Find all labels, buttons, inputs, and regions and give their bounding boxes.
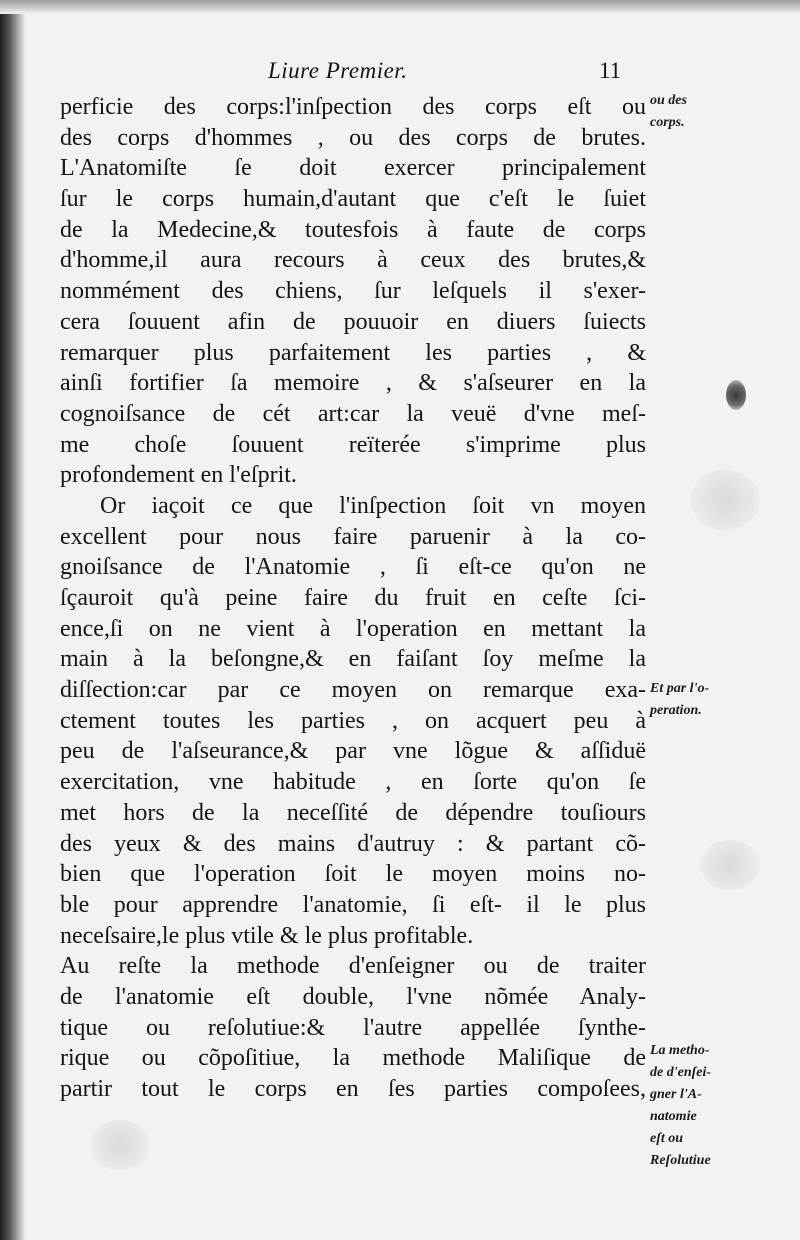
top-edge-shadow xyxy=(0,0,800,14)
margin-note-line: gner l'A- xyxy=(650,1087,702,1102)
text-line: perficie des corps:l'inſpection des corps eſt ou xyxy=(60,94,646,120)
text-line: ctement toutes les parties , on acquert peu à xyxy=(60,707,646,734)
text-line: des yeux & des mains d'autruy : & partant cõ- xyxy=(60,830,646,857)
paper-stain xyxy=(690,470,760,530)
text-line: des corps d'hommes , ou des corps de brutes. xyxy=(60,124,646,151)
running-title: Liure Premier. xyxy=(268,58,408,83)
text-line: ainſi fortifier ſa memoire , & s'aſseurer en la xyxy=(60,370,646,397)
margin-note-methode xyxy=(650,1040,800,1172)
binding-shadow xyxy=(0,0,26,1240)
text-line: me choſe ſouuent reïterée s'imprime plus xyxy=(60,431,646,458)
margin-note-line: Reſolutiue xyxy=(650,1153,711,1168)
main-text xyxy=(60,92,646,1105)
text-line: rique ou cõpoſitiue, la methode Maliſique de xyxy=(60,1045,646,1072)
margin-note-line: natomie xyxy=(650,1109,697,1124)
margin-note-line: corps. xyxy=(650,115,685,130)
text-line: met hors de la neceſſité de dépendre touſiours xyxy=(60,799,646,826)
text-line: main à la beſongne,& en faiſant ſoy meſme la xyxy=(60,646,646,673)
text-line: L'Anatomiſte ſe doit exercer principalement xyxy=(60,155,646,182)
text-line: ſur le corps humain,d'autant que c'eſt le ſuiet xyxy=(60,186,646,213)
text-line: de l'anatomie eſt double, l'vne nõmée Analy- xyxy=(60,983,646,1010)
margin-note-line: eſt ou xyxy=(650,1131,684,1146)
margin-note-line: La metho- xyxy=(650,1043,710,1058)
text-line: tique ou reſolutiue:& l'autre appellée ſynthe- xyxy=(60,1014,646,1041)
margin-note-line: ou des xyxy=(650,93,687,108)
text-line: cognoiſsance de cét art:car la veuë d'vne meſ- xyxy=(60,400,646,427)
text-line: gnoiſsance de l'Anatomie , ſi eſt-ce qu'on ne xyxy=(60,554,646,581)
text-line: de la Medecine,& toutesfois à faute de corps xyxy=(60,216,646,243)
margin-note-line: peration. xyxy=(650,703,702,718)
text-line: exercitation, vne habitude , en ſorte qu'on ſe xyxy=(60,769,646,796)
ink-blot xyxy=(726,380,746,410)
text-line: ble pour apprendre l'anatomie, ſi eſt- il le plus xyxy=(60,891,646,918)
text-line: Au reſte la methode d'enſeigner ou de traiter xyxy=(60,953,646,980)
text-line: d'homme,il aura recours à ceux des brutes,& xyxy=(60,247,646,274)
text-line: remarquer plus parfaitement les parties , & xyxy=(60,339,646,366)
text-line: nommément des chiens, ſur leſquels il s'exer- xyxy=(60,278,646,305)
margin-note-operation xyxy=(650,678,800,722)
text-line: bien que l'operation ſoit le moyen moins no- xyxy=(60,861,646,888)
margin-note-corps xyxy=(650,90,800,134)
text-line: excellent pour nous faire paruenir à la co- xyxy=(60,523,646,550)
text-line: diſſection:car par ce moyen on remarque exa- xyxy=(60,677,646,704)
text-line: Or iaçoit ce que l'inſpection ſoit vn moyen xyxy=(100,492,646,519)
page-number: 11 xyxy=(599,58,622,83)
text-line: partir tout le corps en ſes parties compoſees, xyxy=(60,1076,646,1102)
paper-stain xyxy=(700,840,760,890)
text-line: ence,ſi on ne vient à l'operation en mettant la xyxy=(60,615,646,642)
text-line: cera ſouuent afin de pouuoir en diuers ſuiects xyxy=(60,308,646,335)
text-line: profondement en l'eſprit. xyxy=(60,462,297,489)
text-line: neceſsaire,le plus vtile & le plus profitable. xyxy=(60,922,474,949)
margin-note-line: de d'enſei- xyxy=(650,1065,712,1080)
margin-note-line: Et par l'o- xyxy=(650,681,710,696)
text-line: peu de l'aſseurance,& par vne lõgue & aſſiduë xyxy=(60,738,646,765)
text-line: ſçauroit qu'à peine faire du fruit en ceſte ſci- xyxy=(60,585,646,611)
paper-stain xyxy=(90,1120,150,1170)
